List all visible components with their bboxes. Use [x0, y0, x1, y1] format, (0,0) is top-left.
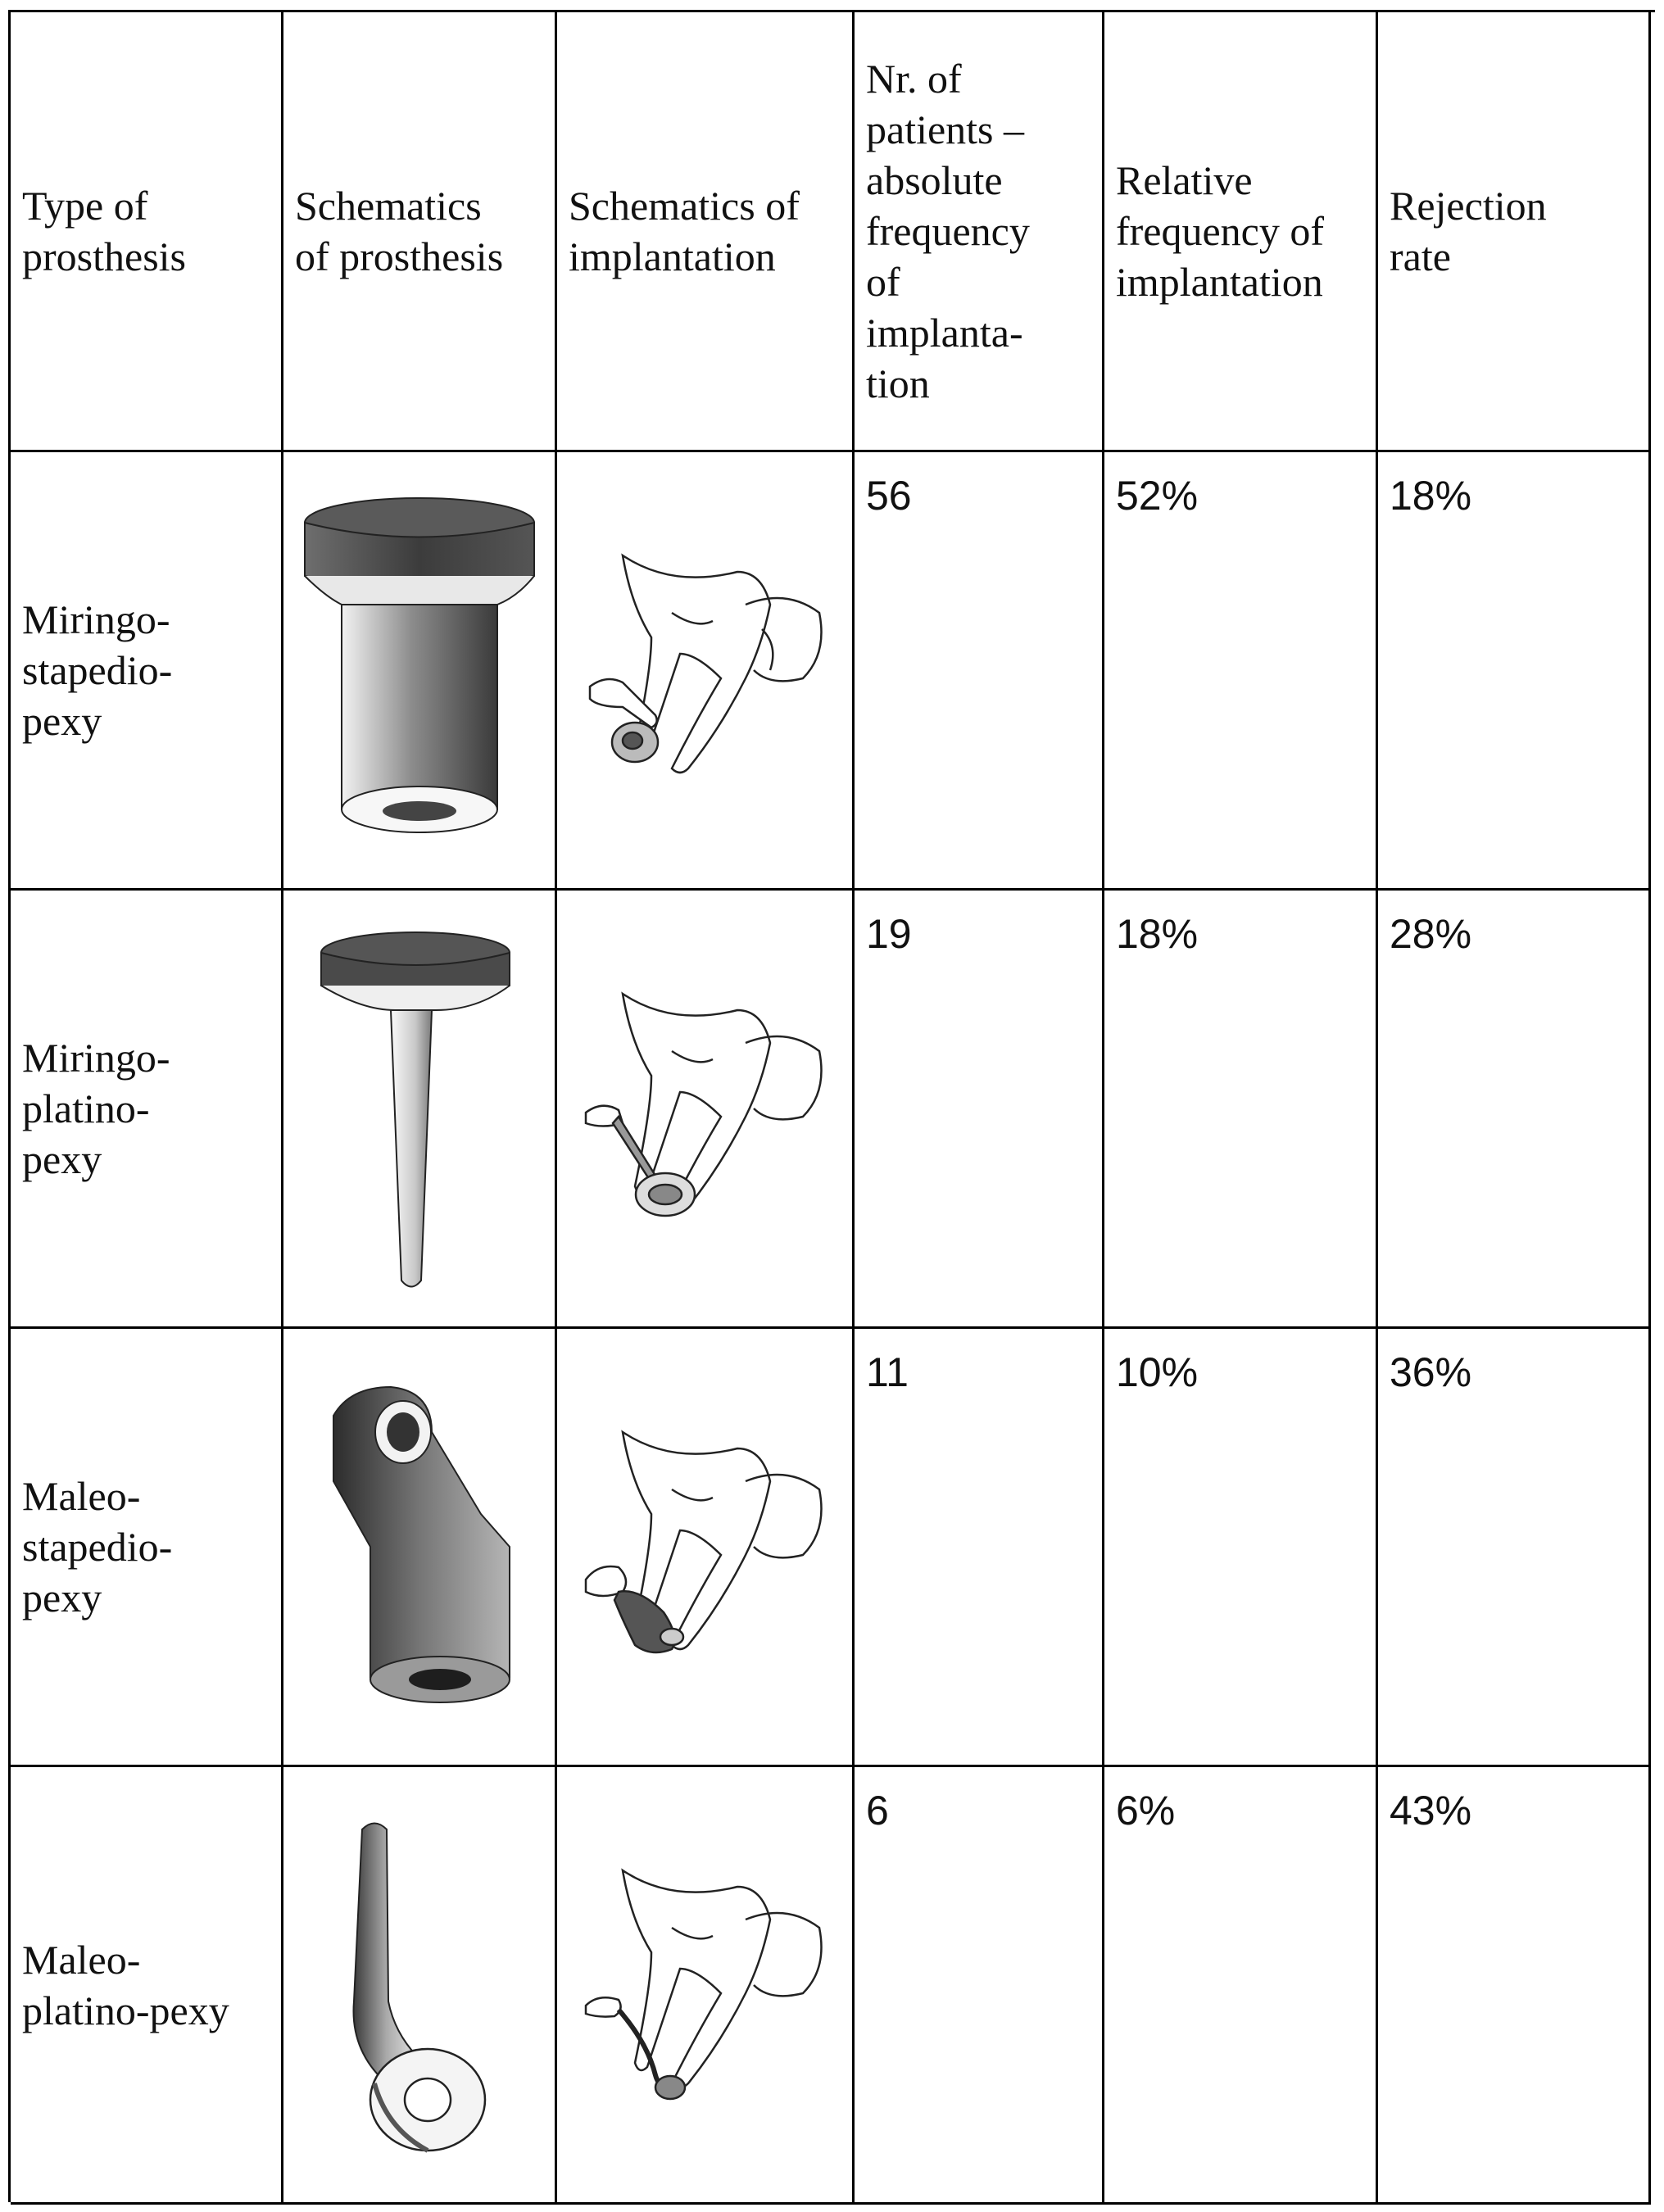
row-4-type-label: Maleo- platino-pexy: [22, 1936, 229, 2033]
row-2-relative-frequency: 18%: [1104, 891, 1378, 1329]
row-2-prosthesis-cell: [283, 891, 557, 1329]
row-2-patients: 19: [855, 891, 1104, 1329]
ossicle-implantation-icon: [574, 1416, 836, 1678]
header-relative-frequency: [1104, 12, 1378, 452]
header-absolute-frequency: [855, 12, 1104, 452]
row-4-patients: 6: [855, 1767, 1104, 2205]
row-4-rejection-rate: 43%: [1378, 1767, 1651, 2205]
row-3-type-label: Maleo- stapedio- pexy: [22, 1473, 173, 1620]
mushroom-prosthesis-icon: [301, 482, 538, 859]
row-1-type-label: Miringo- stapedio- pexy: [22, 596, 173, 744]
header-prosthesis-schematics-label: Schematics of prosthesis: [295, 183, 504, 279]
row-1-implantation-cell: [557, 452, 855, 891]
row-3-patients: 11: [855, 1329, 1104, 1767]
row-2-rejection-rate: 28%: [1378, 891, 1651, 1329]
prosthesis-table: [8, 10, 1655, 2202]
row-4-type: [11, 1767, 283, 2205]
row-1-relative-frequency: 52%: [1104, 452, 1378, 891]
header-absolute-frequency-label: Nr. of patients – absolute frequency of implanta- tion: [866, 56, 1030, 406]
ossicle-implantation-icon: [574, 977, 836, 1240]
row-3-prosthesis-cell: [283, 1329, 557, 1767]
hook-ring-prosthesis-icon: [338, 1813, 501, 2157]
row-4-relative-frequency: 6%: [1104, 1767, 1378, 2205]
row-1-patients: 56: [855, 452, 1104, 891]
ossicle-implantation-icon: [574, 1854, 836, 2116]
row-2-type-label: Miringo- platino- pexy: [22, 1035, 170, 1182]
row-2-implantation-cell: [557, 891, 855, 1329]
row-1-type: [11, 452, 283, 891]
row-3-rejection-rate: 36%: [1378, 1329, 1651, 1767]
row-1-rejection-rate: 18%: [1378, 452, 1651, 891]
header-implantation-schematics-label: Schematics of implantation: [569, 183, 800, 279]
row-3-relative-frequency: 10%: [1104, 1329, 1378, 1767]
row-3-type: [11, 1329, 283, 1767]
header-type-label: Type of prosthesis: [22, 183, 186, 279]
row-4-prosthesis-cell: [283, 1767, 557, 2205]
pin-prosthesis-icon: [313, 920, 526, 1297]
row-4-implantation-cell: [557, 1767, 855, 2205]
row-2-type: [11, 891, 283, 1329]
row-3-implantation-cell: [557, 1329, 855, 1767]
ossicle-implantation-icon: [574, 539, 836, 801]
header-implantation-schematics: [557, 12, 855, 452]
bent-tube-prosthesis-icon: [317, 1383, 522, 1711]
header-relative-frequency-label: Relative frequency of implantation: [1116, 157, 1325, 305]
header-type: [11, 12, 283, 452]
header-rejection-rate-label: Rejection rate: [1390, 183, 1547, 279]
header-rejection-rate: [1378, 12, 1651, 452]
row-1-prosthesis-cell: [283, 452, 557, 891]
header-prosthesis-schematics: [283, 12, 557, 452]
